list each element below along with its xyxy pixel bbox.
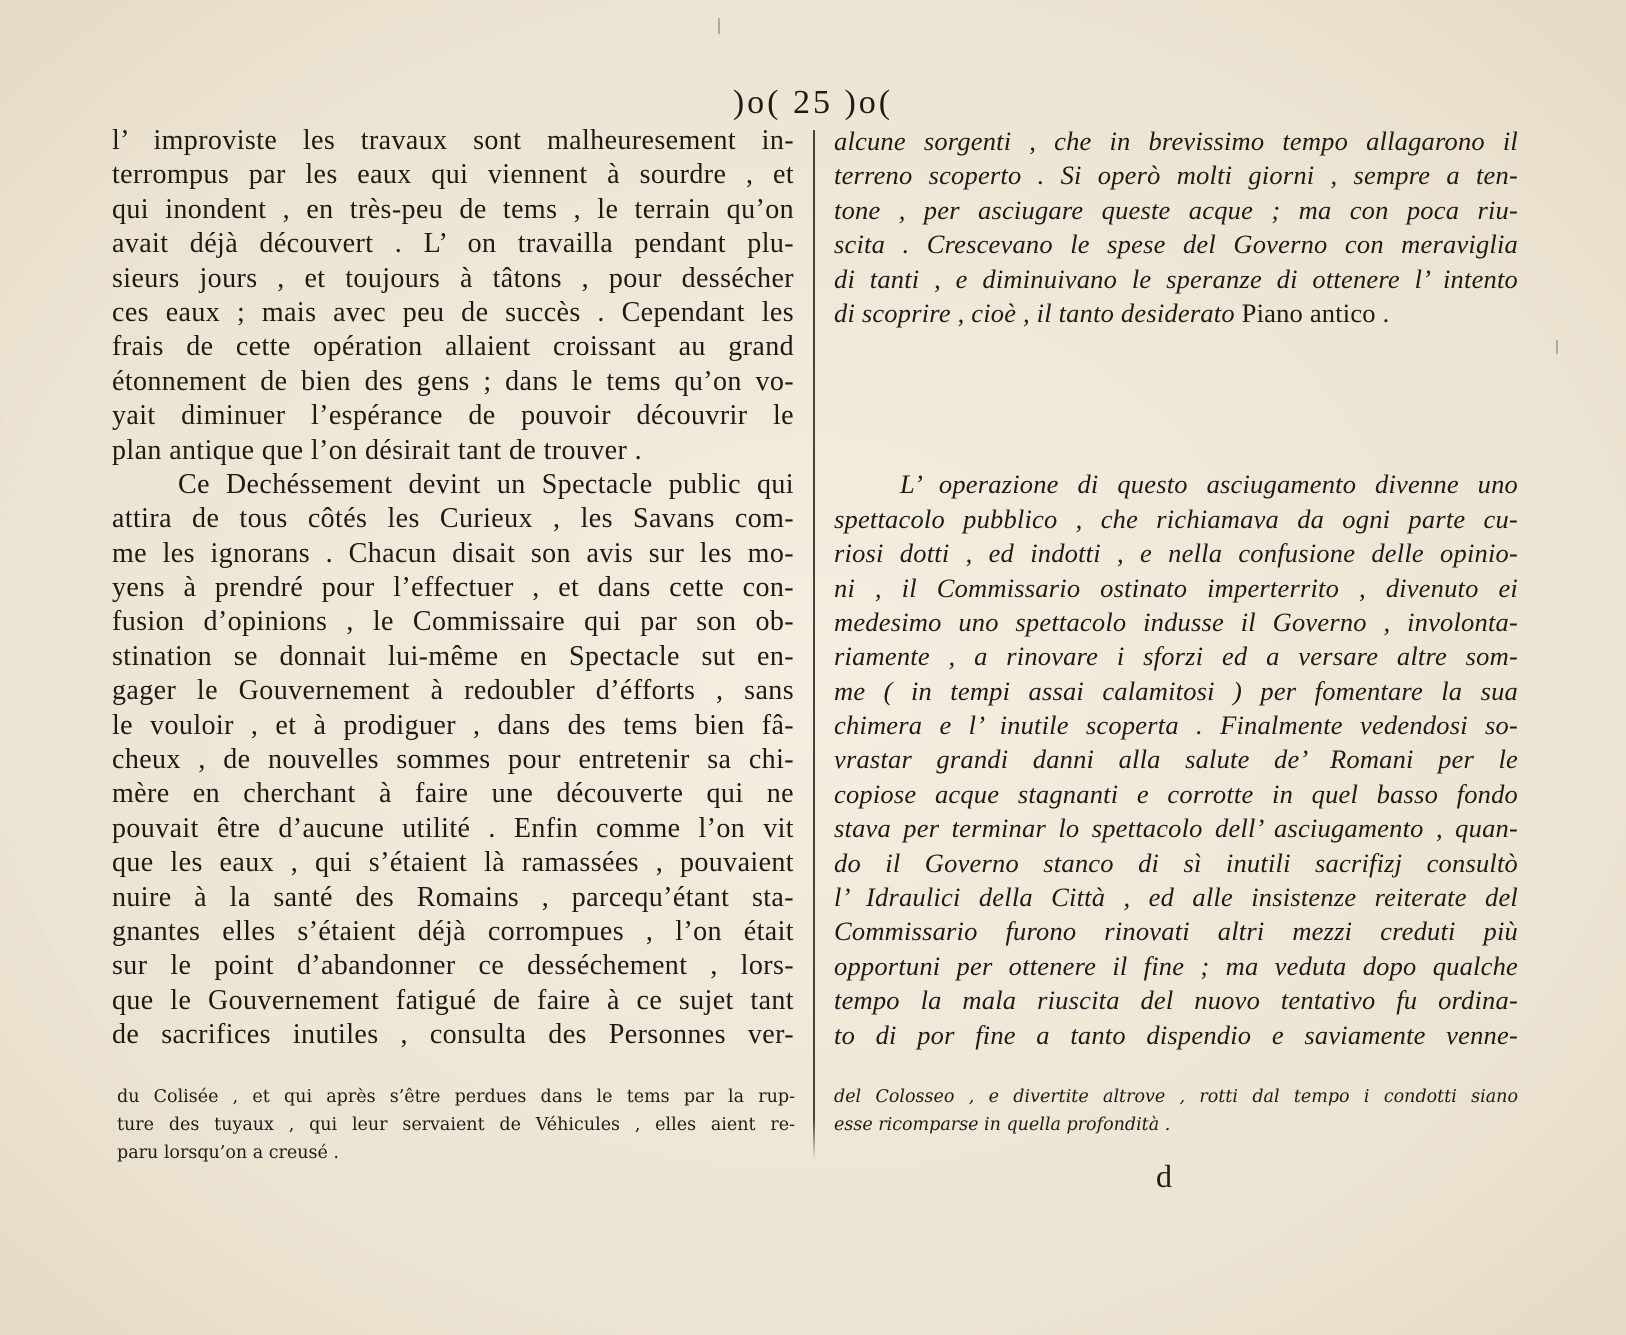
french-line: sieurs jours , et toujours à tâtons , pour dessécher — [112, 262, 794, 294]
french-line: stination se donnait lui-même en Spectacle sut en- — [112, 640, 794, 672]
italian-line: chimera e l’ inutile scoperta . Finalmente vedendosi so- — [834, 710, 1518, 741]
french-line: nuire à la santé des Romains , parcequ’étant sta- — [112, 881, 794, 913]
italian-line: l’ Idraulici della Città , ed alle insistenze reiterate del — [834, 882, 1518, 913]
italian-line: scita . Crescevano le spese del Governo con meraviglia — [834, 229, 1518, 260]
italian-line: riamente , a rinovare i sforzi ed a versare altre som- — [834, 641, 1518, 672]
italian-line: me ( in tempi assai calamitosi ) per fomentare la sua — [834, 675, 1518, 706]
footnote-line: du Colisée , et qui après s’être perdues dans le tems par la rup- — [117, 1087, 795, 1107]
footnote-line: esse ricomparse in quella profondità . — [834, 1115, 1171, 1135]
column-divider-rule — [813, 130, 815, 1160]
piano-antico-roman-text: Piano antico . — [1241, 297, 1390, 328]
french-line: ces eaux ; mais avec peu de succès . Cependant les — [112, 296, 794, 328]
italian-line: terreno scoperto . Si operò molti giorni , sempre a ten- — [834, 160, 1518, 191]
italian-line: spettacolo pubblico , che richiamava da ogni parte cu- — [834, 503, 1518, 534]
italian-line: opportuni per ottenere il fine ; ma veduta dopo qualche — [834, 950, 1518, 981]
french-line: avait déjà découvert . L’ on travailla pendant plu- — [112, 228, 794, 260]
french-line: gager le Gouvernement à redoubler d’éfforts , sans — [112, 675, 794, 707]
footnote-line: ture des tuyaux , qui leur servaient de Véhicules , elles aient re- — [117, 1115, 795, 1135]
french-line: yait diminuer l’espérance de pouvoir découvrir le — [112, 400, 794, 432]
italian-line: do il Governo stanco di sì inutili sacrifizj consultò — [834, 847, 1518, 878]
stray-ink-mark — [718, 18, 720, 34]
french-line: le vouloir , et à prodiguer , dans des tems bien fâ- — [112, 709, 794, 741]
italian-line: ni , il Commissario ostinato imperterrito , divenuto ei — [834, 572, 1518, 603]
paragraph-gap — [834, 330, 1518, 467]
stray-ink-mark — [1556, 340, 1558, 354]
french-line: que les eaux , qui s’étaient là ramassées , pouvaient — [112, 847, 794, 879]
french-line: qui inondent , en très-peu de tems , le terrain qu’on — [112, 193, 794, 225]
french-line: l’ improviste les travaux sont malheuresement in- — [112, 125, 794, 156]
italian-line-italic-part: di scoprire , cioè , il tanto desiderato — [834, 297, 1242, 328]
italian-line: alcune sorgenti , che in brevissimo tempo allagarono il — [834, 126, 1518, 156]
footnote-line: del Colosseo , e divertite altrove , rotti dal tempo i condotti siano — [834, 1087, 1518, 1107]
french-paragraph-start: Ce Dechéssement devint un Spectacle public qui — [178, 468, 794, 500]
french-line: yens à prendré pour l’effectuer , et dans cette con- — [112, 572, 794, 604]
french-line: que le Gouvernement fatigué de faire à ce sujet tant — [112, 984, 794, 1016]
french-line: plan antique que l’on désirait tant de trouver . — [112, 434, 643, 466]
italian-line: di tanti , e diminuivano le speranze di ottenere l’ intento — [834, 263, 1518, 294]
french-line: de sacrifices inutiles , consulta des Personnes ver- — [112, 1019, 794, 1051]
italian-line: to di por fine a tanto dispendio e saviamente venne- — [834, 1019, 1518, 1050]
french-line: sur le point d’abandonner ce desséchement , lors- — [112, 950, 794, 982]
french-line: cheux , de nouvelles sommes pour entretenir sa chi- — [112, 744, 794, 776]
italian-paragraph-start: L’ operazione di questo asciugamento divenne uno — [900, 469, 1518, 500]
french-footnote — [117, 1083, 795, 1167]
french-line: mère en cherchant à faire une découverte qui ne — [112, 778, 794, 810]
italian-line: riosi dotti , ed indotti , e nella confusione delle opinio- — [834, 538, 1518, 569]
french-line: frais de cette opération allaient croissant au grand — [112, 331, 794, 363]
italian-line: tone , per asciugare queste acque ; ma con poca riu- — [834, 194, 1518, 225]
italian-line: tempo la mala riuscita del nuovo tentativo fu ordina- — [834, 985, 1518, 1016]
french-line: me les ignorans . Chacun disait son avis sur les mo- — [112, 537, 794, 569]
french-line: pouvait être d’aucune utilité . Enfin comme l’on vit — [112, 812, 794, 844]
french-column — [112, 124, 794, 1053]
italian-line: Commissario furono rinovati altri mezzi creduti più — [834, 916, 1518, 947]
italian-line: stava per terminar lo spettacolo dell’ asciugamento , quan- — [834, 813, 1518, 844]
signature-mark: d — [1156, 1158, 1172, 1194]
page-number-header: )o( 25 )o( — [732, 84, 894, 121]
french-line: étonnement de bien des gens ; dans le tems qu’on vo- — [112, 365, 794, 397]
italian-line: copiose acque stagnanti e corrotte in quel basso fondo — [834, 778, 1518, 809]
italian-line: vrastar grandi danni alla salute de’ Romani per le — [834, 744, 1518, 775]
french-line: attira de tous côtés les Curieux , les Savans com- — [112, 503, 794, 535]
french-line: gnantes elles s’étaient déjà corrompues , l’on était — [112, 915, 794, 947]
footnote-line: paru lorsqu’on a creusé . — [117, 1143, 339, 1163]
italian-column — [834, 124, 1518, 1052]
italian-line — [834, 296, 1518, 330]
french-line: terrompus par les eaux qui viennent à sourdre , et — [112, 159, 794, 191]
italian-line: medesimo uno spettacolo indusse il Governo , involonta- — [834, 606, 1518, 637]
italian-footnote — [834, 1083, 1518, 1139]
french-line: fusion d’opinions , le Commissaire qui par son ob- — [112, 606, 794, 638]
